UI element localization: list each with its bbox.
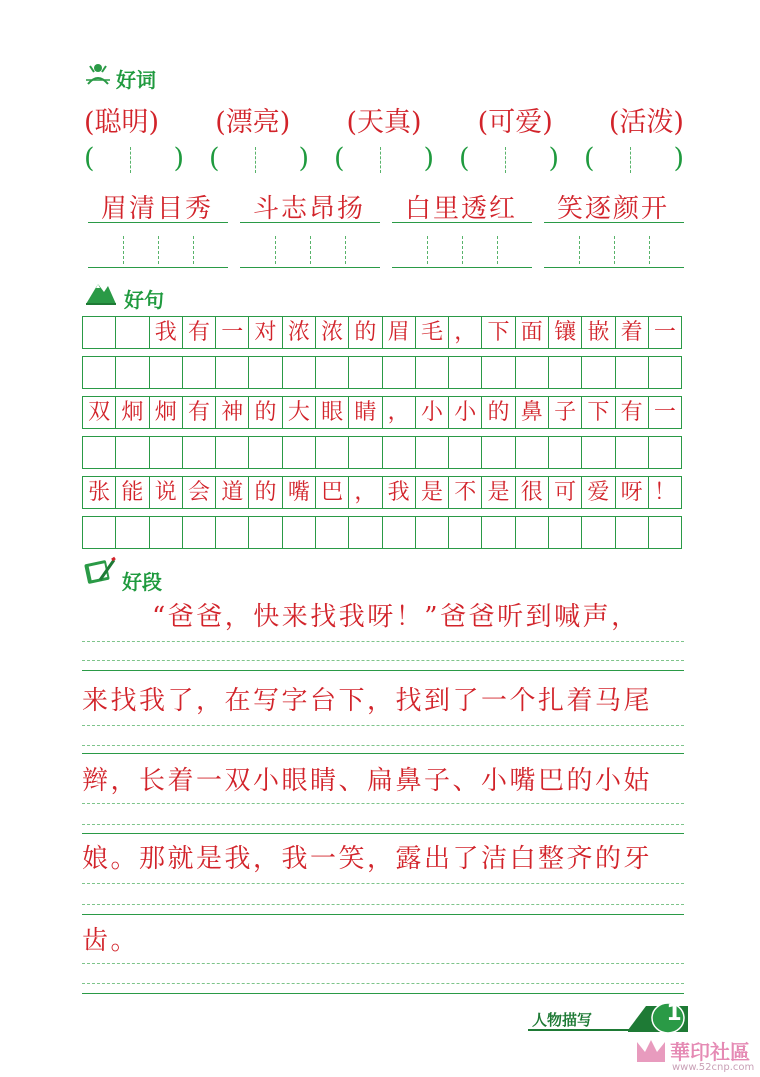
grid-cell[interactable] xyxy=(382,437,415,468)
grid-cell[interactable] xyxy=(182,357,215,388)
grid-cell[interactable] xyxy=(448,517,481,548)
grid-cell: 下 xyxy=(481,317,514,348)
grid-cell: 眉 xyxy=(382,317,415,348)
grid-cell: 是 xyxy=(481,477,514,508)
grid-cell[interactable] xyxy=(115,437,148,468)
grid-cell[interactable] xyxy=(348,357,381,388)
grid-cell[interactable] xyxy=(115,317,148,348)
grid-cell[interactable] xyxy=(83,317,115,348)
word-blank[interactable]: ( ) xyxy=(209,143,309,174)
grid-cell: ， xyxy=(382,397,415,428)
grid-cell[interactable] xyxy=(515,357,548,388)
grid-cell: 浓 xyxy=(282,317,315,348)
grid-cell: 神 xyxy=(215,397,248,428)
idiom-underline xyxy=(392,222,532,223)
grid-cell: 着 xyxy=(615,317,648,348)
word-blanks-row xyxy=(84,143,684,175)
grid-cell[interactable] xyxy=(382,357,415,388)
grid-cell: 有 xyxy=(182,397,215,428)
grid-cell[interactable] xyxy=(215,357,248,388)
grid-cell: 的 xyxy=(248,397,281,428)
word-blank[interactable]: ( ) xyxy=(84,143,184,174)
grid-cell[interactable] xyxy=(149,437,182,468)
words-section-icon xyxy=(84,60,112,86)
idiom-item: 白里透红 xyxy=(404,194,517,224)
grid-cell[interactable] xyxy=(448,357,481,388)
sentence-grid-row xyxy=(82,396,682,429)
grid-cell: 嵌 xyxy=(581,317,614,348)
idiom-underline xyxy=(240,222,380,223)
grid-cell[interactable] xyxy=(182,517,215,548)
grid-cell: 镶 xyxy=(548,317,581,348)
word-item: (漂亮) xyxy=(215,107,291,138)
word-item: (可爱) xyxy=(477,107,553,138)
paragraph-line: 辫，长着一双小眼睛、扁鼻子、小嘴巴的小姑 xyxy=(82,766,653,796)
grid-cell: 的 xyxy=(248,477,281,508)
idiom-item: 眉清目秀 xyxy=(100,194,213,224)
grid-cell[interactable] xyxy=(348,437,381,468)
grid-cell: 毛 xyxy=(415,317,448,348)
grid-cell[interactable] xyxy=(548,437,581,468)
grid-cell: 对 xyxy=(248,317,281,348)
grid-cell[interactable] xyxy=(382,517,415,548)
page-number: 1 xyxy=(666,1001,682,1026)
grid-cell[interactable] xyxy=(83,437,115,468)
watermark-logo-icon xyxy=(634,1036,668,1066)
grid-cell: ， xyxy=(348,477,381,508)
grid-cell: 鼻 xyxy=(515,397,548,428)
grid-cell[interactable] xyxy=(315,517,348,548)
grid-cell: 一 xyxy=(215,317,248,348)
grid-cell: 小 xyxy=(415,397,448,428)
grid-cell: 小 xyxy=(448,397,481,428)
grid-cell[interactable] xyxy=(581,357,614,388)
paragraph-line: “爸爸，快来找我呀！”爸爸听到喊声， xyxy=(152,602,640,632)
words-section-title: 好词 xyxy=(116,68,156,92)
grid-cell: 一 xyxy=(648,317,681,348)
grid-cell[interactable] xyxy=(648,517,681,548)
grid-cell[interactable] xyxy=(115,357,148,388)
watermark-url: www.52cnp.com xyxy=(672,1062,755,1073)
grid-cell: 嘴 xyxy=(282,477,315,508)
word-item: (天真) xyxy=(346,107,422,138)
grid-cell[interactable] xyxy=(481,357,514,388)
grid-cell: 炯 xyxy=(115,397,148,428)
grid-cell: 能 xyxy=(115,477,148,508)
grid-cell[interactable] xyxy=(448,437,481,468)
word-blank[interactable]: ( ) xyxy=(584,143,684,174)
sentence-grid-row xyxy=(82,476,682,509)
sentence-grid-row xyxy=(82,436,682,469)
grid-cell: 张 xyxy=(88,480,111,505)
grid-cell[interactable] xyxy=(615,437,648,468)
grid-cell: 下 xyxy=(581,397,614,428)
word-item: (聪明) xyxy=(84,107,160,138)
sentence-section-icon xyxy=(84,278,118,306)
grid-cell[interactable] xyxy=(248,517,281,548)
grid-cell[interactable] xyxy=(315,357,348,388)
grid-cell[interactable] xyxy=(182,437,215,468)
grid-cell[interactable] xyxy=(415,517,448,548)
grid-cell[interactable] xyxy=(215,437,248,468)
watermark-brand: 華印社區 xyxy=(670,1040,750,1064)
word-item: (活泼) xyxy=(608,107,684,138)
grid-cell: 子 xyxy=(548,397,581,428)
grid-cell[interactable] xyxy=(248,437,281,468)
grid-cell: 一 xyxy=(648,397,681,428)
sentence-grid-row xyxy=(82,356,682,389)
grid-cell[interactable] xyxy=(481,517,514,548)
word-blank[interactable]: ( ) xyxy=(334,143,434,174)
grid-cell[interactable] xyxy=(615,517,648,548)
grid-cell: 呀 xyxy=(615,477,648,508)
grid-cell[interactable] xyxy=(149,357,182,388)
sentence-section-title: 好句 xyxy=(124,288,164,312)
grid-cell[interactable] xyxy=(149,517,182,548)
grid-cell[interactable] xyxy=(648,437,681,468)
grid-cell: 的 xyxy=(481,397,514,428)
grid-cell[interactable] xyxy=(548,517,581,548)
grid-cell[interactable] xyxy=(548,357,581,388)
grid-cell: 会 xyxy=(182,477,215,508)
grid-cell[interactable] xyxy=(282,517,315,548)
grid-cell[interactable] xyxy=(581,517,614,548)
grid-cell: 不 xyxy=(448,477,481,508)
grid-cell[interactable] xyxy=(215,517,248,548)
footer-label: 人物描写 xyxy=(532,1011,593,1029)
grid-cell: 是 xyxy=(415,477,448,508)
grid-cell[interactable] xyxy=(83,517,115,548)
paragraph-line: 齿。 xyxy=(82,926,140,956)
grid-cell[interactable] xyxy=(581,437,614,468)
grid-cell: 道 xyxy=(215,477,248,508)
grid-cell: 巴 xyxy=(315,477,348,508)
idiom-underline xyxy=(88,222,228,223)
grid-cell: 面 xyxy=(515,317,548,348)
grid-cell[interactable] xyxy=(648,357,681,388)
sentence-grid-row xyxy=(82,316,682,349)
grid-cell: 浓 xyxy=(315,317,348,348)
grid-cell[interactable] xyxy=(248,357,281,388)
word-blank[interactable]: ( ) xyxy=(459,143,559,174)
grid-cell[interactable] xyxy=(481,437,514,468)
grid-cell: 双 xyxy=(88,400,111,425)
grid-cell[interactable] xyxy=(515,437,548,468)
grid-cell[interactable] xyxy=(615,357,648,388)
grid-cell: ， xyxy=(448,317,481,348)
paragraph-section-icon xyxy=(82,556,116,586)
grid-cell[interactable] xyxy=(415,437,448,468)
grid-cell[interactable] xyxy=(115,517,148,548)
grid-cell: 爱 xyxy=(581,477,614,508)
words-row xyxy=(84,100,684,139)
grid-cell: ！ xyxy=(648,477,681,508)
grid-cell: 大 xyxy=(282,397,315,428)
grid-cell[interactable] xyxy=(415,357,448,388)
grid-cell[interactable] xyxy=(282,357,315,388)
grid-cell: 眼 xyxy=(315,397,348,428)
grid-cell: 睛 xyxy=(348,397,381,428)
paragraph-line: 娘。那就是我，我一笑，露出了洁白整齐的牙 xyxy=(82,844,653,874)
paragraph-section-title: 好段 xyxy=(122,570,162,594)
grid-cell: 可 xyxy=(548,477,581,508)
grid-cell[interactable] xyxy=(282,437,315,468)
grid-cell: 炯 xyxy=(149,397,182,428)
paragraph-line: 来找我了，在写字台下，找到了一个扎着马尾 xyxy=(82,686,653,716)
grid-cell: 说 xyxy=(149,477,182,508)
grid-cell: 的 xyxy=(348,317,381,348)
sentence-grid-row xyxy=(82,516,682,549)
grid-cell: 很 xyxy=(515,477,548,508)
grid-cell: 我 xyxy=(382,477,415,508)
idiom-item: 笑逐颜开 xyxy=(556,194,669,224)
grid-cell[interactable] xyxy=(83,357,115,388)
idiom-item: 斗志昂扬 xyxy=(252,194,365,224)
grid-cell[interactable] xyxy=(515,517,548,548)
idiom-underline xyxy=(544,222,684,223)
grid-cell[interactable] xyxy=(348,517,381,548)
grid-cell[interactable] xyxy=(315,437,348,468)
grid-cell: 有 xyxy=(182,317,215,348)
grid-cell: 我 xyxy=(149,317,182,348)
grid-cell: 有 xyxy=(615,397,648,428)
